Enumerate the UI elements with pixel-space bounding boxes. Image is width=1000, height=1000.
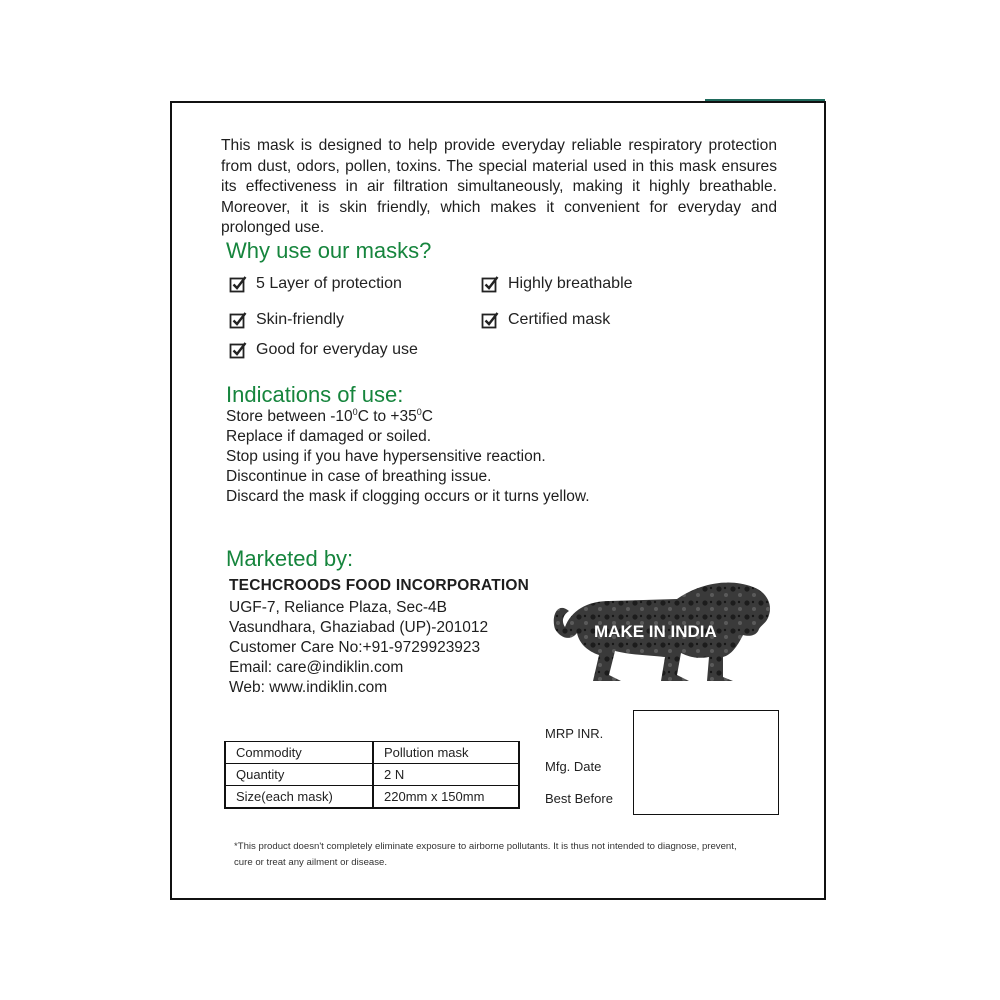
checkbox-check-icon (229, 275, 247, 293)
storage-line: Store between $-10^0C$ to $+35^0C$ (226, 407, 433, 425)
company-name: TECHCROODS FOOD INCORPORATION (229, 577, 530, 594)
indication-line: Discontinue in case of breathing issue. (226, 468, 492, 485)
address-line: Vasundhara, Ghaziabad (UP)-201012 (229, 619, 489, 636)
spec-table (224, 741, 520, 809)
mrp-value-box (633, 710, 779, 815)
logo-text: MAKE IN INDIA (594, 622, 717, 641)
feature-item (481, 275, 633, 293)
feature-item (229, 275, 402, 293)
feature-label: Good for everyday use (256, 341, 418, 358)
table-row: Size(each mask) 220mm x 150mm (225, 786, 519, 809)
checkbox-check-icon (481, 275, 499, 293)
intro-paragraph: This mask is designed to help provide everyday reliable respiratory protection from dust, odors, pollen, toxins. The special material used in this mask ensures its effectiveness in air filtration simultaneously, making it highly breathable. Moreover, it is skin friendly, which makes it convenient for everyday and prolonged use. (221, 137, 777, 236)
feature-label: Skin-friendly (256, 311, 345, 328)
indication-line: Stop using if you have hypersensitive reaction. (226, 448, 546, 465)
checkbox-check-icon (481, 311, 499, 329)
indications-list (226, 407, 590, 507)
web-line: Web: www.indiklin.com (229, 679, 388, 696)
feature-label: 5 Layer of protection (256, 275, 402, 292)
indication-line: Discard the mask if clogging occurs or it turns yellow. (226, 488, 590, 505)
marketed-heading: Marketed by: (226, 546, 354, 571)
mrp-label: MRP INR. (545, 726, 604, 741)
why-heading: Why use our masks? (226, 238, 432, 263)
make-in-india-lion-logo (547, 571, 777, 691)
feature-label: Certified mask (508, 311, 611, 328)
best-before-label: Best Before (545, 791, 613, 806)
indication-line: Replace if damaged or soiled. (226, 428, 432, 445)
checkbox-check-icon (229, 341, 247, 359)
disclaimer-note: *This product doesn't completely eliminate exposure to airborne pollutants. It is thus not intended to diagnose, prevent, cure or treat any ailment or disease. (234, 841, 737, 868)
email-line: Email: care@indiklin.com (229, 659, 404, 676)
table-row: Quantity 2 N (225, 764, 519, 786)
company-address (229, 598, 488, 698)
address-line: UGF-7, Reliance Plaza, Sec-4B (229, 599, 447, 616)
indications-heading: Indications of use: (226, 382, 404, 407)
customer-care-line: Customer Care No:+91-9729923923 (229, 639, 481, 656)
mfg-date-label: Mfg. Date (545, 759, 602, 774)
feature-item (229, 341, 418, 359)
feature-item (481, 311, 610, 329)
mask-info-panel (170, 101, 826, 900)
feature-label: Highly breathable (508, 275, 633, 292)
feature-item (229, 311, 344, 329)
checkbox-check-icon (229, 311, 247, 329)
table-row: Commodity Pollution mask (225, 742, 519, 764)
